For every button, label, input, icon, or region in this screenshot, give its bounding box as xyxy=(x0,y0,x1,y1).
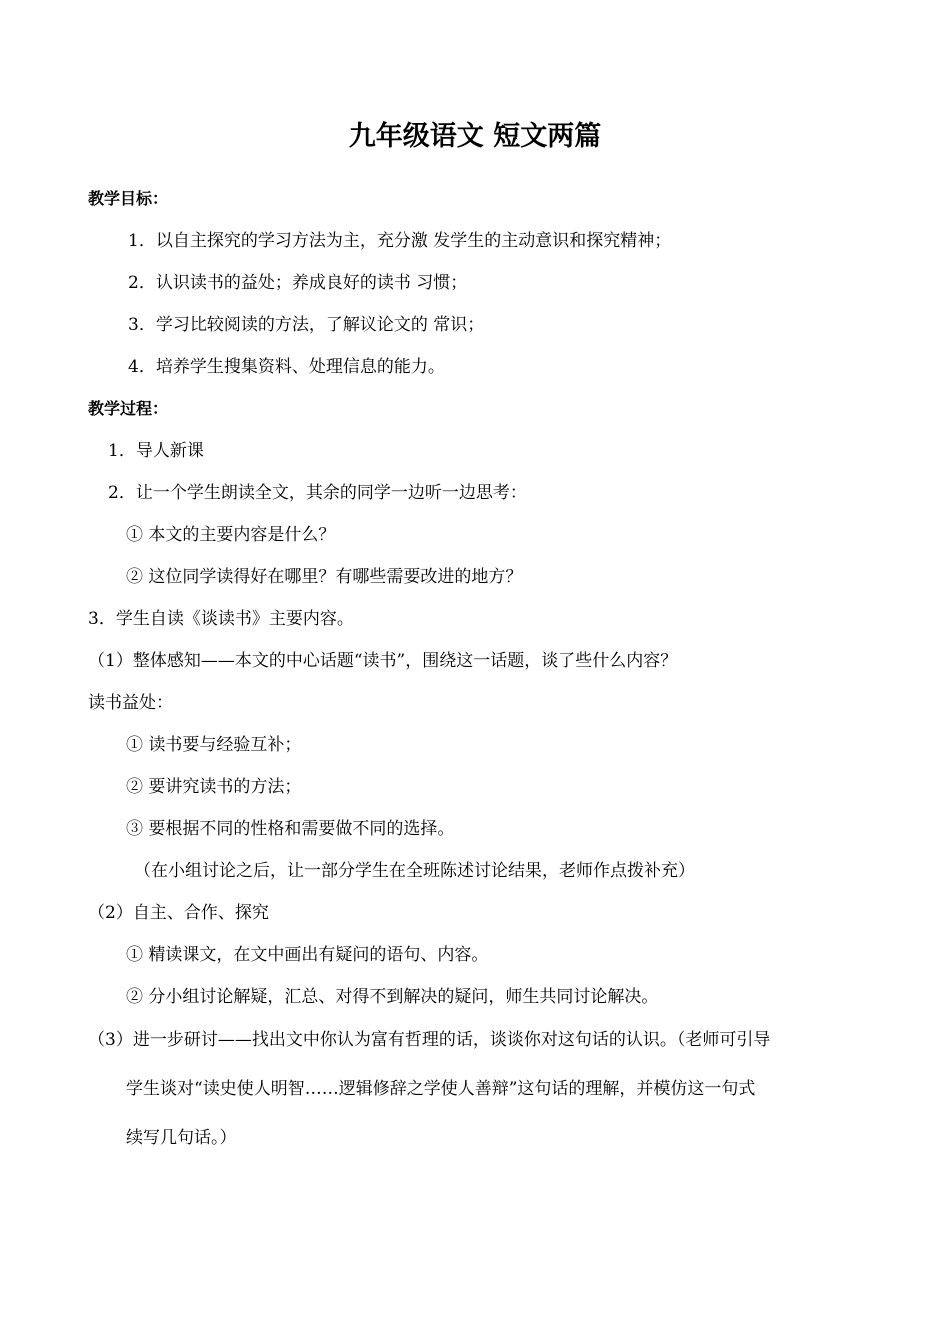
process-point: ② 分小组讨论解疑，汇总、对得不到解决的疑问，师生共同讨论解决。 xyxy=(126,987,659,1007)
process-step: 1．导人新课 xyxy=(108,441,204,461)
process-point: ① 读书要与经验互补； xyxy=(126,735,302,755)
process-point: ① 精读课文，在文中画出有疑问的语句、内容。 xyxy=(126,945,489,965)
process-note: （在小组讨论之后，让一部分学生在全班陈述讨论结果，老师作点拨补充） xyxy=(134,861,695,881)
process-heading: 教学过程： xyxy=(88,399,169,418)
process-step: 2．让一个学生朗读全文，其余的同学一边听一边思考： xyxy=(108,483,527,503)
process-step: 3．学生自读《谈读书》主要内容。 xyxy=(88,609,354,629)
document-title: 九年级语文 短文两篇 xyxy=(348,121,602,152)
process-question: ② 这位同学读得好在哪里？有哪些需要改进的地方？ xyxy=(126,567,523,587)
process-substep: （2）自主、合作、探究 xyxy=(88,903,269,923)
process-label: 读书益处： xyxy=(88,693,173,713)
objective-item: 3．学习比较阅读的方法，了解议论文的 常识； xyxy=(128,315,485,335)
objective-item: 1．以自主探究的学习方法为主，充分激 发学生的主动意识和探究精神； xyxy=(128,231,672,251)
objectives-heading: 教学目标： xyxy=(88,189,169,208)
process-substep: （3）进一步研讨——找出文中你认为富有哲理的话，谈谈你对这句话的认识。（老师可引导 xyxy=(88,1030,771,1050)
process-substep: （1）整体感知——本文的中心话题“读书”，围绕这一话题，谈了些什么内容？ xyxy=(88,651,678,671)
objective-item: 2．认识读书的益处；养成良好的读书 习惯； xyxy=(128,273,468,293)
objective-item: 4．培养学生搜集资料、处理信息的能力。 xyxy=(128,357,445,377)
process-question: ① 本文的主要内容是什么？ xyxy=(126,525,336,545)
process-point: ③ 要根据不同的性格和需要做不同的选择。 xyxy=(126,819,455,839)
process-point: ② 要讲究读书的方法； xyxy=(126,777,302,797)
process-substep-continuation: 续写几句话。） xyxy=(126,1128,237,1148)
process-substep-continuation: 学生谈对“读史使人明智……逻辑修辞之学使人善辩”这句话的理解，并模仿这一句式 xyxy=(126,1079,756,1099)
